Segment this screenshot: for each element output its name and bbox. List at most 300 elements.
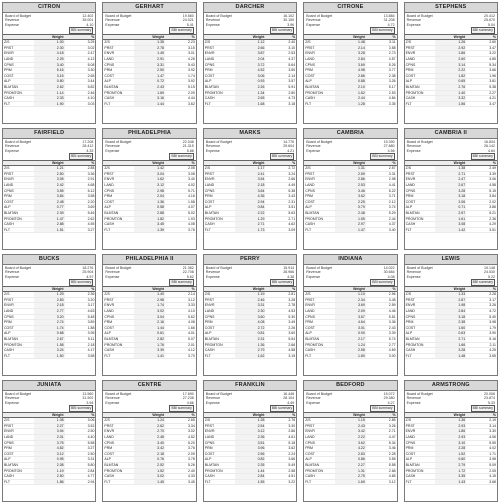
row-label: CPNS [3,314,34,320]
row-value: 0.61 [134,331,165,337]
row-label: COST [103,451,134,457]
row-value: 2.94 [235,199,266,205]
column-header: % [165,412,196,418]
table-row [3,101,95,107]
row-label: BLMTAN [304,336,335,342]
row-value: 2.88 [34,222,65,228]
row-label: LAND [204,435,235,441]
row-value: 3.15 [165,45,196,51]
row-value: 1.45 [134,479,165,485]
row-value: 2.57 [366,166,397,172]
row-value: 1.98 [435,303,466,309]
meta-value: 4.38 [287,274,295,279]
meta-label: Revenue [406,18,421,23]
row-value: 2.98 [134,297,165,303]
row-value: 3.40 [366,227,397,233]
row-value: 2.53 [335,183,366,189]
row-value: 4.62 [265,222,296,228]
card-meta [405,265,497,279]
row-value: 0.95 [34,457,65,463]
row-value: 2.18 [34,303,65,309]
card-title: ARMSTRONG [405,381,497,391]
row-value: 2.84 [435,309,466,315]
row-value: 3.71 [366,194,397,200]
row-value: 5.62 [165,314,196,320]
card-table [103,160,195,234]
row-value: 0.84 [235,205,266,211]
county-card [2,2,96,124]
row-value: 3.62 [335,194,366,200]
county-card [102,2,196,124]
row-label: FLT [204,101,235,107]
column-header: % [366,286,397,292]
row-label: FLT [405,353,436,359]
row-value: 2.04 [235,57,266,63]
row-label: Z/S [405,166,436,172]
row-value: 2.50 [65,451,96,457]
row-label: CASH [103,348,134,354]
column-header: % [366,160,397,166]
row-value: 4.07 [165,205,196,211]
row-value: 2.53 [265,51,296,57]
meta-value: 21.362 [182,266,194,270]
summary-box: BBI summary [271,280,293,285]
row-value: 4.52 [235,68,266,74]
row-value: 5.43 [165,62,196,68]
row-value: 2.81 [265,292,296,298]
row-value: 2.68 [366,468,397,474]
table-row [304,353,396,359]
row-value: 5.51 [366,314,397,320]
row-value: 3.39 [134,348,165,354]
row-label: ALP [103,205,134,211]
row-value: 2.78 [265,303,296,309]
meta-value: 5.22 [488,274,495,279]
row-value: 2.84 [335,57,366,63]
row-label: LAND [204,309,235,315]
row-label: PROMTON [204,468,235,474]
column-header: Weight [34,34,65,40]
row-value: 2.27 [34,423,65,429]
meta-value: 4.72 [387,22,395,27]
row-value: 3.81 [466,79,497,85]
row-value: 3.34 [165,423,196,429]
row-value: 5.15 [165,84,196,90]
row-label: ENVR [304,303,335,309]
row-value: 2.41 [235,171,266,177]
meta-value: 17.690 [182,392,194,396]
row-value: 3.32 [435,96,466,102]
row-value: 3.26 [366,79,397,85]
row-value: 2.71 [235,222,266,228]
row-label: CASH [405,222,436,228]
row-value: 3.68 [466,479,497,485]
row-value: 2.36 [466,216,497,222]
row-value: 1.73 [235,227,266,233]
row-label: PROMTON [3,342,34,348]
row-value: 2.78 [134,45,165,51]
row-value: 3.55 [366,457,397,463]
row-value: 1.58 [165,199,196,205]
row-value: 3.92 [165,68,196,74]
row-label: FLT [204,353,235,359]
row-label: CPNS [3,62,34,68]
meta-label: Board of Budget [105,14,132,18]
row-label: PRST [405,297,436,303]
column-header: Weight [335,286,366,292]
row-value: 1.14 [34,90,65,96]
row-value: 1.19 [34,468,65,474]
row-value: 3.15 [265,353,296,359]
row-label: FLT [405,101,436,107]
row-label: PRM [405,446,436,452]
row-label: ALP [103,331,134,337]
row-value: 3.54 [235,177,266,183]
meta-label: Board of Budget [105,140,132,144]
row-value: 3.47 [466,45,497,51]
row-value: 1.34 [235,90,266,96]
row-value: 3.30 [466,429,497,435]
card-table [204,286,296,360]
meta-label: Expense [5,22,19,27]
row-value: 4.08 [165,222,196,228]
card-title: STEPHENS [405,3,497,13]
row-label: CASH [204,474,235,480]
column-header: % [65,160,96,166]
row-label: PRM [103,446,134,452]
row-value: 5.12 [65,188,96,194]
row-label: ALP [3,457,34,463]
row-label: PROMTON [304,468,335,474]
row-label: PROMTON [405,342,436,348]
row-value: 2.58 [335,348,366,354]
row-value: 2.91 [65,177,96,183]
row-value: 1.82 [435,73,466,79]
row-value: 5.16 [466,336,497,342]
card-meta [103,13,195,27]
row-value: 5.40 [466,314,497,320]
table-row [3,353,95,359]
row-value: 0.68 [34,331,65,337]
meta-label: Board of Budget [205,392,232,396]
row-value: 3.40 [34,62,65,68]
row-value: 2.47 [435,177,466,183]
column-header: % [265,34,296,40]
row-label: PRST [304,171,335,177]
row-label: Z/S [204,418,235,424]
row-value: 3.04 [134,314,165,320]
meta-value: 22.708 [182,270,194,275]
row-value: 3.39 [366,331,397,337]
card-table [304,286,396,360]
row-value: 5.29 [366,210,397,216]
row-label: LAND [103,183,134,189]
row-value: 4.18 [34,51,65,57]
row-value: 4.12 [165,348,196,354]
row-value: 3.06 [235,73,266,79]
table-row [204,479,296,485]
row-value: 1.42 [134,166,165,172]
column-header: % [466,286,497,292]
row-value: 1.12 [235,40,266,46]
card-table [3,412,95,486]
row-value: 1.28 [235,418,266,424]
row-label: FLT [3,227,34,233]
row-value: 2.49 [466,166,497,172]
row-label: BLMTAN [103,462,134,468]
row-value: 3.84 [34,194,65,200]
meta-label: Expense [406,274,421,279]
row-value: 3.51 [265,205,296,211]
row-label: PRM [3,194,34,200]
row-label: COST [103,325,134,331]
meta-value: 15.914 [283,266,295,270]
column-header: Weight [134,34,165,40]
row-value: 3.69 [65,205,96,211]
row-label: FLT [204,479,235,485]
card-table [405,160,497,234]
card-meta [304,13,396,27]
row-value: 4.58 [265,348,296,354]
card-table [405,412,497,486]
column-header: Weight [134,160,165,166]
summary-box: BBI summary [372,280,393,285]
row-value: 1.19 [235,292,266,298]
row-label: LAND [304,57,335,63]
row-value: 1.68 [235,101,266,107]
row-value: 3.50 [265,68,296,74]
row-value: 0.65 [435,79,466,85]
row-value: 2.71 [435,171,466,177]
card-table [103,34,195,108]
row-label: ALP [3,79,34,85]
row-value: 1.69 [134,90,165,96]
row-label: CASH [204,96,235,102]
row-value: 2.58 [265,468,296,474]
row-label: FLT [304,227,335,233]
row-value: 3.31 [235,303,266,309]
row-label: COST [3,73,34,79]
table-row [304,227,396,233]
row-value: 3.24 [34,348,65,354]
row-label: Z/S [304,40,335,46]
meta-label: Expense [306,400,321,405]
row-label: ENVR [103,429,134,435]
row-label: CPNS [304,314,335,320]
row-label: ALP [204,457,235,463]
column-header: % [466,160,497,166]
card-meta [3,13,95,27]
county-card [102,128,196,250]
row-value: 1.36 [134,199,165,205]
meta-label: Revenue [5,270,20,275]
meta-value: 14.022 [383,266,395,270]
row-label: LAND [103,309,134,315]
row-value: 2.66 [265,177,296,183]
row-value: 3.67 [335,314,366,320]
row-value: 4.47 [366,435,397,441]
row-label: PROMTON [405,90,436,96]
row-value: 3.15 [34,73,65,79]
row-value: 4.46 [366,309,397,315]
meta-value: 24.530 [484,270,495,275]
row-value: 3.22 [466,51,497,57]
row-label: COST [103,199,134,205]
row-label: CASH [204,222,235,228]
meta-label: Expense [406,22,421,27]
row-label: FLT [405,227,436,233]
row-value: 2.25 [34,57,65,63]
column-header: % [265,412,296,418]
row-label: ENVR [304,429,335,435]
row-value: 3.76 [165,227,196,233]
row-label: BLMTAN [204,336,235,342]
row-value: 2.54 [235,423,266,429]
row-label: CASH [304,96,335,102]
row-value: 2.05 [165,166,196,172]
row-value: 2.84 [235,474,266,480]
row-value: 4.10 [65,96,96,102]
row-value: 3.43 [265,194,296,200]
meta-label: Revenue [306,270,321,275]
row-label: ENVR [405,303,436,309]
row-label: PRST [3,297,34,303]
meta-value: 5.88 [186,148,194,153]
row-value: 4.26 [165,57,196,63]
row-value: 5.08 [65,62,96,68]
row-value: 3.14 [435,62,466,68]
row-label: ENVR [103,51,134,57]
row-value: 2.22 [435,68,466,74]
row-label: LAND [204,183,235,189]
row-label: ENVR [405,51,436,57]
row-value: 2.70 [134,429,165,435]
row-value: 3.51 [235,440,266,446]
row-value: 2.42 [34,183,65,189]
row-label: BLMTAN [304,210,335,216]
row-value: 3.66 [265,457,296,463]
row-value: 5.09 [466,462,497,468]
row-value: 3.69 [335,62,366,68]
row-value: 3.12 [34,451,65,457]
row-label: CASH [103,222,134,228]
meta-value: 25.670 [484,18,495,23]
row-value: 5.91 [265,84,296,90]
card-title: CITRON [3,3,95,13]
county-card [203,2,297,124]
row-value: 5.34 [366,440,397,446]
card-title: CENTRE [103,381,195,391]
row-label: Z/S [304,166,335,172]
meta-value: 22.048 [182,140,194,144]
row-value: 3.75 [34,440,65,446]
summary-box: BBI summary [171,28,192,33]
column-header: % [165,160,196,166]
row-value: 2.22 [335,435,366,441]
meta-value: 16.448 [283,392,295,396]
row-value: 2.06 [435,199,466,205]
row-value: 1.35 [134,40,165,46]
card-meta [204,139,296,153]
row-value: 2.09 [165,451,196,457]
meta-label: Revenue [406,396,421,401]
column-header: Weight [34,160,65,166]
row-value: 4.21 [466,96,497,102]
row-label: COST [405,325,436,331]
meta-label: Board of Budget [406,266,433,270]
card-title: INDIANA [304,255,396,265]
row-value: 3.02 [65,45,96,51]
column-header: Weight [435,160,466,166]
row-value: 2.31 [265,199,296,205]
row-value: 2.65 [65,73,96,79]
summary-box: BBI summary [171,154,192,159]
row-value: 0.90 [335,331,366,337]
row-value: 1.86 [34,479,65,485]
meta-value: 21.315 [182,144,194,149]
row-value: 4.68 [65,183,96,189]
row-label: Z/S [103,40,134,46]
row-value: 4.08 [235,320,266,326]
row-label: PRST [304,297,335,303]
row-value: 2.62 [65,216,96,222]
row-label: ENVR [204,429,235,435]
row-label: ENVR [304,177,335,183]
row-value: 1.39 [134,227,165,233]
meta-value: 12.402 [82,14,94,18]
row-value: 2.43 [366,325,397,331]
row-value: 2.86 [265,429,296,435]
row-value: 4.25 [466,348,497,354]
row-value: 2.97 [335,222,366,228]
row-value: 4.72 [466,309,497,315]
column-header: % [366,34,397,40]
card-meta [103,265,195,279]
row-label: COST [405,451,436,457]
row-value: 2.44 [366,216,397,222]
row-value: 3.17 [466,297,497,303]
row-value: 3.16 [134,96,165,102]
row-value: 2.59 [366,303,397,309]
row-value: 1.41 [134,353,165,359]
row-value: 4.85 [466,57,497,63]
summary-box: BBI summary [372,406,393,411]
row-value: 3.45 [134,222,165,228]
row-value: 2.18 [134,451,165,457]
row-value: 1.28 [335,101,366,107]
row-label: PRM [304,194,335,200]
meta-value: 15.072 [383,392,395,396]
row-value: 1.29 [34,292,65,298]
row-label: ALP [204,205,235,211]
meta-label: Revenue [5,396,20,401]
row-label: PRM [405,194,436,200]
row-value: 1.43 [435,479,466,485]
row-value: 1.29 [235,216,266,222]
row-label: LAND [3,183,34,189]
row-label: CASH [103,96,134,102]
row-value: 2.52 [134,462,165,468]
row-value: 3.62 [335,440,366,446]
row-value: 3.18 [435,314,466,320]
meta-label: Board of Budget [205,266,232,270]
row-value: 3.58 [366,45,397,51]
row-value: 1.55 [335,216,366,222]
row-value: 2.82 [134,336,165,342]
row-label: BLMTAN [103,336,134,342]
row-value: 5.15 [466,188,497,194]
row-label: PRST [405,171,436,177]
